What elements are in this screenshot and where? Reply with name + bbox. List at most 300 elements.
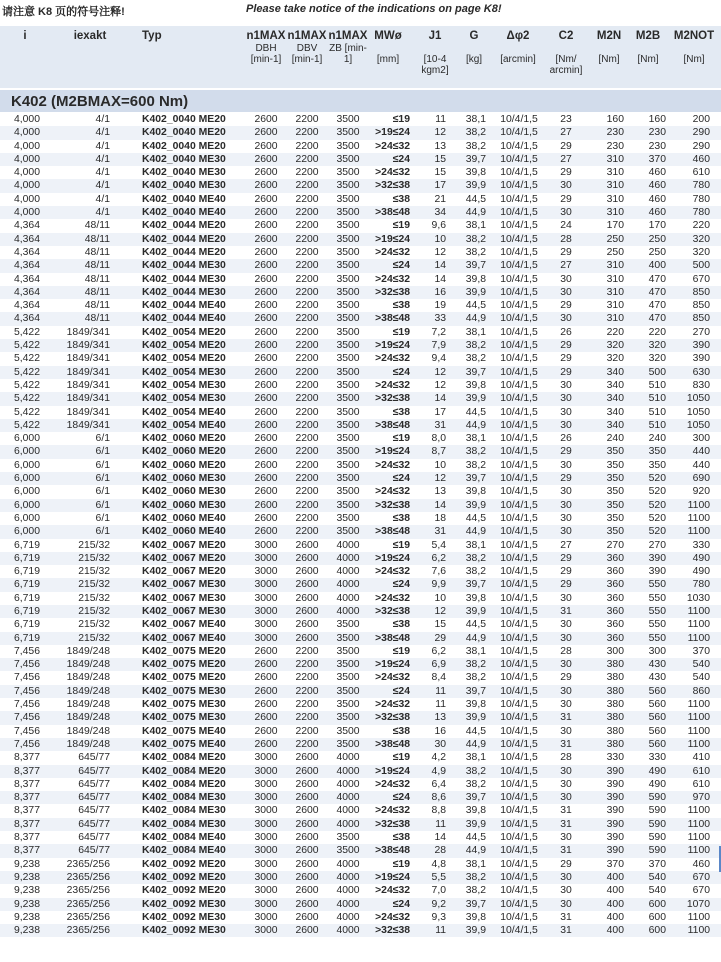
cell-n1-dbh: 2600 xyxy=(254,499,278,511)
cell-n1-dbv: 2200 xyxy=(295,699,319,711)
table-row xyxy=(0,525,721,538)
cell-n1-dbh: 2600 xyxy=(254,659,278,671)
cell-n1-zb: 3500 xyxy=(336,459,360,471)
cell-n1-dbv: 2600 xyxy=(295,858,319,870)
cell-m2n: 310 xyxy=(606,313,624,325)
cell-n1-dbv: 2200 xyxy=(295,433,319,445)
cell-iexakt: 4/1 xyxy=(95,207,110,219)
cell-j1: 12 xyxy=(434,605,446,617)
table-row xyxy=(0,578,721,591)
cell-dphi: 10/4/1,5 xyxy=(500,366,538,378)
cell-n1-dbv: 2600 xyxy=(295,778,319,790)
cell-j1: 8,6 xyxy=(431,792,446,804)
cell-iexakt: 1849/248 xyxy=(66,725,110,737)
cell-iexakt: 215/32 xyxy=(78,605,110,617)
cell-m2b: 550 xyxy=(648,579,666,591)
cell-n1-dbv: 2600 xyxy=(295,592,319,604)
cell-typ: K402_0067 ME30 xyxy=(142,605,226,617)
section-header xyxy=(0,90,721,112)
cell-m2not: 670 xyxy=(692,871,710,883)
cell-mw: ≤38 xyxy=(392,300,410,312)
cell-n1-dbh: 2600 xyxy=(254,526,278,538)
cell-iexakt: 645/77 xyxy=(78,845,110,857)
cell-j1: 6,2 xyxy=(431,552,446,564)
cell-mw: >32≤38 xyxy=(375,286,410,298)
cell-typ: K402_0044 ME30 xyxy=(142,286,226,298)
cell-n1-dbv: 2200 xyxy=(295,220,319,232)
cell-mw: >38≤48 xyxy=(375,738,410,750)
cell-c2: 28 xyxy=(560,645,572,657)
cell-n1-zb: 3500 xyxy=(336,832,360,844)
cell-typ: K402_0040 ME20 xyxy=(142,140,226,152)
table-row xyxy=(0,738,721,751)
cell-mw: ≤38 xyxy=(392,619,410,631)
cell-iexakt: 6/1 xyxy=(95,526,110,538)
table-row xyxy=(0,645,721,658)
cell-n1-dbv: 2600 xyxy=(295,805,319,817)
cell-m2not: 390 xyxy=(692,340,710,352)
cell-m2n: 340 xyxy=(606,366,624,378)
cell-iexakt: 1849/248 xyxy=(66,712,110,724)
cell-n1-dbh: 3000 xyxy=(254,898,278,910)
cell-m2not: 1100 xyxy=(687,512,710,524)
cell-iexakt: 4/1 xyxy=(95,193,110,205)
cell-c2: 30 xyxy=(560,685,572,697)
cell-typ: K402_0060 ME40 xyxy=(142,526,226,538)
cell-dphi: 10/4/1,5 xyxy=(500,326,538,338)
cell-iexakt: 1849/248 xyxy=(66,685,110,697)
cell-typ: K402_0084 ME20 xyxy=(142,765,226,777)
cell-m2n: 340 xyxy=(606,379,624,391)
cell-c2: 29 xyxy=(560,246,572,258)
cell-m2b: 250 xyxy=(648,233,666,245)
cell-m2b: 430 xyxy=(648,672,666,684)
cell-n1-dbv: 2200 xyxy=(295,526,319,538)
cell-i: 9,238 xyxy=(13,871,40,883)
table-row xyxy=(0,804,721,817)
cell-c2: 30 xyxy=(560,725,572,737)
cell-dphi: 10/4/1,5 xyxy=(500,792,538,804)
cell-dphi: 10/4/1,5 xyxy=(500,353,538,365)
cell-n1-zb: 4000 xyxy=(336,752,360,764)
cell-n1-dbh: 2600 xyxy=(254,286,278,298)
cell-dphi: 10/4/1,5 xyxy=(500,499,538,511)
cell-n1-dbv: 2200 xyxy=(295,153,319,165)
cell-typ: K402_0084 ME30 xyxy=(142,805,226,817)
cell-g: 44,5 xyxy=(465,619,486,631)
cell-n1-dbv: 2600 xyxy=(295,619,319,631)
cell-n1-dbv: 2200 xyxy=(295,353,319,365)
cell-m2n: 320 xyxy=(606,353,624,365)
cell-m2not: 1100 xyxy=(687,526,710,538)
table-row xyxy=(0,791,721,804)
cell-c2: 29 xyxy=(560,579,572,591)
cell-typ: K402_0044 ME30 xyxy=(142,260,226,272)
cell-m2b: 520 xyxy=(648,526,666,538)
cell-j1: 7,0 xyxy=(431,885,446,897)
cell-iexakt: 215/32 xyxy=(78,539,110,551)
cell-dphi: 10/4/1,5 xyxy=(500,925,538,937)
cell-j1: 11 xyxy=(435,685,446,697)
table-row xyxy=(0,924,721,937)
cell-mw: >24≤32 xyxy=(375,273,410,285)
cell-dphi: 10/4/1,5 xyxy=(500,286,538,298)
cell-n1-zb: 3500 xyxy=(336,340,360,352)
cell-m2not: 490 xyxy=(692,552,710,564)
cell-n1-zb: 3500 xyxy=(336,180,360,192)
table-row xyxy=(0,844,721,857)
cell-i: 9,238 xyxy=(13,858,40,870)
cell-i: 6,000 xyxy=(13,499,40,511)
cell-m2b: 540 xyxy=(648,871,666,883)
cell-i: 9,238 xyxy=(13,925,40,937)
cell-n1-dbh: 3000 xyxy=(254,592,278,604)
cell-m2n: 230 xyxy=(606,127,624,139)
cell-m2b: 460 xyxy=(648,207,666,219)
cell-n1-dbh: 2600 xyxy=(254,127,278,139)
cell-g: 38,2 xyxy=(465,765,486,777)
cell-m2n: 360 xyxy=(606,605,624,617)
table-row xyxy=(0,366,721,379)
cell-m2b: 560 xyxy=(648,725,666,737)
table-header xyxy=(0,26,721,88)
cell-mw: >19≤24 xyxy=(375,765,410,777)
cell-m2n: 310 xyxy=(606,153,624,165)
cell-m2n: 230 xyxy=(606,140,624,152)
cell-c2: 29 xyxy=(560,552,572,564)
cell-m2not: 1050 xyxy=(686,393,710,405)
cell-typ: K402_0092 ME30 xyxy=(142,898,226,910)
cell-m2n: 320 xyxy=(606,340,624,352)
cell-iexakt: 215/32 xyxy=(78,579,110,591)
cell-i: 6,000 xyxy=(13,526,40,538)
cell-n1-zb: 3500 xyxy=(336,845,360,857)
table-row xyxy=(0,831,721,844)
cell-n1-zb: 3500 xyxy=(336,114,360,125)
cell-dphi: 10/4/1,5 xyxy=(500,579,538,591)
cell-i: 6,719 xyxy=(13,539,40,551)
cell-m2b: 590 xyxy=(648,832,666,844)
cell-m2not: 390 xyxy=(692,353,710,365)
cell-c2: 30 xyxy=(560,898,572,910)
cell-n1-zb: 3500 xyxy=(336,712,360,724)
cell-n1-dbh: 2600 xyxy=(254,180,278,192)
cell-n1-zb: 4000 xyxy=(336,605,360,617)
cell-i: 8,377 xyxy=(13,805,40,817)
cell-m2n: 400 xyxy=(606,885,624,897)
table-row xyxy=(0,818,721,831)
cell-m2n: 380 xyxy=(606,725,624,737)
cell-typ: K402_0054 ME30 xyxy=(142,393,226,405)
cell-mw: >19≤24 xyxy=(375,552,410,564)
cell-m2not: 1100 xyxy=(687,818,710,830)
cell-mw: ≤19 xyxy=(392,645,410,657)
cell-j1: 9,2 xyxy=(431,898,446,910)
cell-c2: 23 xyxy=(560,114,572,125)
cell-j1: 8,8 xyxy=(431,805,446,817)
cell-m2n: 340 xyxy=(606,393,624,405)
cell-m2b: 470 xyxy=(648,300,666,312)
cell-dphi: 10/4/1,5 xyxy=(500,246,538,258)
cell-c2: 31 xyxy=(560,925,572,937)
cell-m2b: 370 xyxy=(648,858,666,870)
cell-typ: K402_0054 ME20 xyxy=(142,353,226,365)
cell-mw: ≤24 xyxy=(392,579,410,591)
cell-c2: 30 xyxy=(560,526,572,538)
cell-c2: 29 xyxy=(560,340,572,352)
cell-mw: >19≤24 xyxy=(375,340,410,352)
cell-i: 6,719 xyxy=(13,605,40,617)
cell-c2: 29 xyxy=(560,473,572,485)
cell-dphi: 10/4/1,5 xyxy=(500,393,538,405)
cell-n1-dbv: 2200 xyxy=(295,127,319,139)
table-row xyxy=(0,140,721,153)
cell-c2: 30 xyxy=(560,592,572,604)
cell-n1-dbv: 2200 xyxy=(295,406,319,418)
cell-iexakt: 4/1 xyxy=(95,127,110,139)
cell-n1-zb: 3500 xyxy=(336,512,360,524)
cell-typ: K402_0075 ME30 xyxy=(142,699,226,711)
cell-m2not: 490 xyxy=(692,566,710,578)
cell-m2b: 460 xyxy=(648,193,666,205)
cell-g: 38,2 xyxy=(465,566,486,578)
cell-n1-zb: 3500 xyxy=(336,393,360,405)
cell-n1-dbv: 2200 xyxy=(295,286,319,298)
cell-dphi: 10/4/1,5 xyxy=(500,273,538,285)
cell-iexakt: 645/77 xyxy=(78,778,110,790)
cell-n1-zb: 4000 xyxy=(336,566,360,578)
cell-n1-dbv: 2600 xyxy=(295,752,319,764)
cell-dphi: 10/4/1,5 xyxy=(500,765,538,777)
cell-m2b: 600 xyxy=(648,898,666,910)
cell-typ: K402_0075 ME20 xyxy=(142,672,226,684)
cell-c2: 28 xyxy=(560,233,572,245)
table-row xyxy=(0,113,721,126)
cell-i: 4,364 xyxy=(13,246,40,258)
cell-typ: K402_0054 ME40 xyxy=(142,419,226,431)
cell-m2not: 670 xyxy=(692,273,710,285)
cell-n1-zb: 3500 xyxy=(336,446,360,458)
cell-n1-dbv: 2200 xyxy=(295,340,319,352)
cell-m2b: 470 xyxy=(648,313,666,325)
table-row xyxy=(0,565,721,578)
cell-m2not: 860 xyxy=(692,685,710,697)
cell-mw: ≤38 xyxy=(392,832,410,844)
cell-g: 44,9 xyxy=(465,632,486,644)
cell-dphi: 10/4/1,5 xyxy=(500,619,538,631)
cell-mw: >24≤32 xyxy=(375,592,410,604)
cell-n1-dbv: 2600 xyxy=(295,911,319,923)
cell-dphi: 10/4/1,5 xyxy=(500,552,538,564)
cell-j1: 10 xyxy=(434,459,446,471)
cell-n1-dbh: 2600 xyxy=(254,473,278,485)
cell-typ: K402_0075 ME20 xyxy=(142,659,226,671)
cell-m2n: 250 xyxy=(606,246,624,258)
cell-typ: K402_0044 ME20 xyxy=(142,246,226,258)
cell-m2not: 440 xyxy=(692,459,710,471)
cell-iexakt: 6/1 xyxy=(95,486,110,498)
cell-c2: 30 xyxy=(560,792,572,804)
cell-m2not: 1100 xyxy=(687,712,710,724)
cell-i: 5,422 xyxy=(13,326,40,338)
cell-m2b: 550 xyxy=(648,619,666,631)
table-row xyxy=(0,246,721,259)
cell-mw: >24≤32 xyxy=(375,566,410,578)
table-row xyxy=(0,871,721,884)
cell-j1: 5,4 xyxy=(431,539,446,551)
table-row xyxy=(0,911,721,924)
cell-n1-dbh: 3000 xyxy=(254,539,278,551)
cell-i: 4,000 xyxy=(13,167,40,179)
cell-i: 4,364 xyxy=(13,233,40,245)
cell-mw: >19≤24 xyxy=(375,659,410,671)
cell-i: 4,364 xyxy=(13,286,40,298)
cell-dphi: 10/4/1,5 xyxy=(500,845,538,857)
table-row xyxy=(0,751,721,764)
table-row xyxy=(0,725,721,738)
cell-c2: 29 xyxy=(560,140,572,152)
cell-i: 5,422 xyxy=(13,340,40,352)
cell-g: 39,8 xyxy=(465,805,486,817)
cell-m2n: 360 xyxy=(606,632,624,644)
header-iexakt: iexakt xyxy=(73,30,107,42)
cell-i: 4,364 xyxy=(13,273,40,285)
cell-j1: 11 xyxy=(435,925,446,937)
cell-m2not: 920 xyxy=(692,486,710,498)
cell-n1-dbh: 2600 xyxy=(254,366,278,378)
cell-g: 38,2 xyxy=(465,140,486,152)
cell-m2not: 970 xyxy=(692,792,710,804)
cell-i: 6,000 xyxy=(13,446,40,458)
cell-i: 4,364 xyxy=(13,300,40,312)
cell-n1-dbh: 2600 xyxy=(254,725,278,737)
cell-m2n: 310 xyxy=(606,286,624,298)
cell-dphi: 10/4/1,5 xyxy=(500,659,538,671)
cell-dphi: 10/4/1,5 xyxy=(500,180,538,192)
cell-j1: 4,8 xyxy=(431,858,446,870)
cell-c2: 30 xyxy=(560,871,572,883)
cell-dphi: 10/4/1,5 xyxy=(500,127,538,139)
cell-iexakt: 48/11 xyxy=(84,273,110,285)
cell-n1-zb: 3500 xyxy=(336,659,360,671)
cell-n1-zb: 4000 xyxy=(336,858,360,870)
cell-g: 44,9 xyxy=(465,526,486,538)
cell-mw: >32≤38 xyxy=(375,818,410,830)
cell-m2b: 520 xyxy=(648,486,666,498)
cell-typ: K402_0092 ME20 xyxy=(142,885,226,897)
cell-c2: 28 xyxy=(560,752,572,764)
cell-m2n: 390 xyxy=(606,765,624,777)
cell-n1-dbv: 2600 xyxy=(295,566,319,578)
cell-m2not: 290 xyxy=(692,127,710,139)
cell-n1-zb: 3500 xyxy=(336,207,360,219)
cell-mw: ≤38 xyxy=(392,512,410,524)
cell-n1-dbv: 2200 xyxy=(295,672,319,684)
cell-n1-zb: 3500 xyxy=(336,286,360,298)
cell-i: 4,000 xyxy=(13,193,40,205)
cell-mw: >38≤48 xyxy=(375,207,410,219)
table-row xyxy=(0,539,721,552)
cell-typ: K402_0075 ME20 xyxy=(142,645,226,657)
cell-j1: 11 xyxy=(435,818,446,830)
cell-g: 39,7 xyxy=(465,473,486,485)
cell-c2: 29 xyxy=(560,566,572,578)
cell-n1-zb: 3500 xyxy=(336,499,360,511)
cell-typ: K402_0060 ME30 xyxy=(142,486,226,498)
cell-typ: K402_0054 ME20 xyxy=(142,326,226,338)
cell-g: 38,2 xyxy=(465,552,486,564)
cell-m2b: 560 xyxy=(648,712,666,724)
cell-j1: 29 xyxy=(434,632,446,644)
cell-m2b: 590 xyxy=(648,805,666,817)
cell-n1-zb: 4000 xyxy=(336,805,360,817)
cell-m2n: 380 xyxy=(606,672,624,684)
cell-i: 4,364 xyxy=(13,313,40,325)
cell-i: 5,422 xyxy=(13,353,40,365)
cell-m2not: 1100 xyxy=(687,619,710,631)
cell-c2: 31 xyxy=(560,738,572,750)
cell-m2not: 670 xyxy=(692,885,710,897)
cell-n1-dbv: 2200 xyxy=(295,419,319,431)
cell-iexakt: 215/32 xyxy=(78,566,110,578)
cell-m2not: 630 xyxy=(692,366,710,378)
cell-j1: 8,4 xyxy=(431,672,446,684)
cell-c2: 30 xyxy=(560,419,572,431)
cell-i: 4,000 xyxy=(13,153,40,165)
cell-n1-dbv: 2600 xyxy=(295,579,319,591)
cell-m2b: 520 xyxy=(648,499,666,511)
cell-mw: >24≤32 xyxy=(375,885,410,897)
cell-n1-zb: 4000 xyxy=(336,818,360,830)
cell-n1-dbh: 2600 xyxy=(254,685,278,697)
cell-n1-zb: 3500 xyxy=(336,220,360,232)
cell-m2not: 1070 xyxy=(686,898,710,910)
cell-n1-zb: 3500 xyxy=(336,153,360,165)
cell-j1: 12 xyxy=(434,366,446,378)
cell-m2not: 780 xyxy=(692,579,710,591)
cell-c2: 30 xyxy=(560,393,572,405)
cell-n1-dbv: 2200 xyxy=(295,233,319,245)
cell-i: 9,238 xyxy=(13,898,40,910)
cell-n1-dbh: 2600 xyxy=(254,140,278,152)
cell-m2b: 510 xyxy=(648,419,666,431)
header-i: i xyxy=(23,30,27,42)
cell-dphi: 10/4/1,5 xyxy=(500,459,538,471)
cell-n1-dbh: 2600 xyxy=(254,207,278,219)
cell-m2not: 610 xyxy=(692,778,710,790)
cell-n1-zb: 3500 xyxy=(336,193,360,205)
cell-g: 38,1 xyxy=(465,220,486,232)
cell-mw: >32≤38 xyxy=(375,499,410,511)
cell-mw: >38≤48 xyxy=(375,845,410,857)
cell-c2: 31 xyxy=(560,818,572,830)
cell-g: 38,2 xyxy=(465,340,486,352)
cell-g: 38,2 xyxy=(465,233,486,245)
cell-iexakt: 48/11 xyxy=(84,220,110,232)
cell-typ: K402_0044 ME30 xyxy=(142,273,226,285)
cell-mw: ≤24 xyxy=(392,153,410,165)
cell-n1-dbv: 2600 xyxy=(295,818,319,830)
cell-n1-dbh: 3000 xyxy=(254,818,278,830)
cell-g: 38,2 xyxy=(465,353,486,365)
table-row xyxy=(0,778,721,791)
cell-m2b: 470 xyxy=(648,286,666,298)
cell-i: 4,000 xyxy=(13,140,40,152)
cell-g: 39,8 xyxy=(465,273,486,285)
cell-n1-zb: 3500 xyxy=(336,486,360,498)
cell-n1-dbv: 2600 xyxy=(295,792,319,804)
cell-iexakt: 4/1 xyxy=(95,180,110,192)
